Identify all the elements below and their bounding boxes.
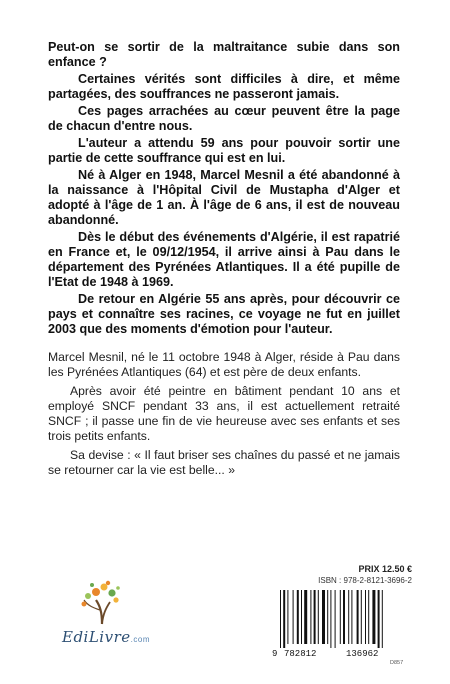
isbn-label: ISBN : 978-2-8121-3696-2 xyxy=(318,576,412,585)
barcode-bar xyxy=(351,590,352,644)
blurb-paragraph: Né à Alger en 1948, Marcel Mesnil a été abandonné à la naissance à l'Hôpital Civil de Mustapha d'Alger et adopté à l'âge de 1 an. À l'âge de 6 ans, il est de nouveau abandonné. xyxy=(48,168,400,227)
publisher-logo xyxy=(62,578,212,658)
blurb-paragraph: De retour en Algérie 55 ans après, pour découvrir ce pays et connaître ses racines, ce voyage ne fut en juillet 2003 que des moments d'émotion pour l'auteur. xyxy=(48,292,400,336)
bio-paragraph: Marcel Mesnil, né le 11 octobre 1948 à Alger, réside à Pau dans les Pyrénées Atlantiques (64) et est père de deux enfants. xyxy=(48,350,400,379)
barcode-bar xyxy=(335,590,336,648)
barcode-bar xyxy=(365,590,366,644)
barcode-bar xyxy=(304,590,307,644)
publisher-name: EdiLivre.com xyxy=(62,628,150,646)
barcode-bar xyxy=(322,590,325,644)
blurb-paragraph: Dès le début des événements d'Algérie, il est rapatrié en France et, le 09/12/1954, il arrive ainsi à Pau dans le département des Pyrénées Atlantiques. Il a été pupille de l'Etat de 1948 à 1969. xyxy=(48,230,400,289)
barcode-bar xyxy=(382,590,383,648)
barcode-bar xyxy=(361,590,362,644)
price-label: PRIX 12.50 € xyxy=(358,564,412,574)
barcode-bar xyxy=(327,590,328,644)
bio-paragraph: Sa devise : « Il faut briser ses chaînes du passé et ne jamais se retourner car la vie est belle... » xyxy=(48,448,400,477)
barcode-bar xyxy=(314,590,316,644)
tree-logo-icon xyxy=(72,578,132,626)
barcode-bar xyxy=(368,590,369,644)
barcode-digits-left: 782812 xyxy=(284,649,317,658)
barcode-bar xyxy=(378,590,380,648)
barcode-bar xyxy=(287,590,288,644)
barcode-bar xyxy=(357,590,359,644)
barcode-bar xyxy=(283,590,285,648)
barcode-bar xyxy=(280,590,281,648)
barcode-bar xyxy=(310,590,311,644)
barcode-bars xyxy=(280,590,383,648)
barcode-bar xyxy=(330,590,331,648)
barcode-digits-right: 136962 xyxy=(346,649,379,658)
print-code: D857 xyxy=(390,660,404,666)
back-cover-blurb xyxy=(48,40,400,339)
barcode-bar xyxy=(318,590,319,644)
barcode-digit-first: 9 xyxy=(272,649,278,658)
barcode-bar xyxy=(343,590,345,644)
barcode-bar xyxy=(301,590,302,644)
barcode-bar xyxy=(372,590,375,644)
blurb-paragraph: Ces pages arrachées au cœur peuvent être la page de chacun d'entre nous. xyxy=(48,104,400,133)
blurb-paragraph: Certaines vérités sont difficiles à dire, et même partagées, des souffrances ne passeront jamais. xyxy=(48,72,400,101)
barcode-bar xyxy=(340,590,341,644)
barcode-bar xyxy=(348,590,349,644)
blurb-paragraph: L'auteur a attendu 59 ans pour pouvoir sortir une partie de cette souffrance qui est en lui. xyxy=(48,136,400,165)
barcode-bar xyxy=(293,590,294,644)
barcode-bar xyxy=(297,590,299,644)
bio-paragraph: Après avoir été peintre en bâtiment pendant 10 ans et employé SNCF pendant 33 ans, il est actuellement retraité SNCF ; il passe une fin de vie heureuse avec ses enfants et ses trois petits enfants. xyxy=(48,384,400,443)
blurb-paragraph: Peut-on se sortir de la maltraitance subie dans son enfance ? xyxy=(48,40,400,69)
author-bio xyxy=(48,350,400,482)
barcode xyxy=(270,590,410,658)
